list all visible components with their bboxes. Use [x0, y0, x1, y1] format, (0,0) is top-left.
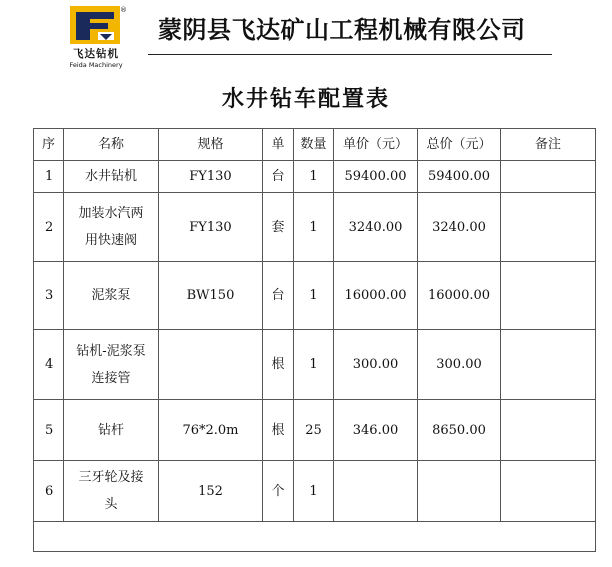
cell-unit: 根 — [263, 330, 294, 400]
cell-total: 16000.00 — [418, 262, 501, 330]
cell-qty: 1 — [294, 461, 334, 522]
table-row — [34, 461, 596, 522]
name-line: 头 — [104, 497, 118, 512]
header-total: 总价（元） — [418, 129, 501, 161]
cell-spec: FY130 — [159, 193, 263, 262]
header-spec: 规格 — [159, 129, 263, 161]
header-divider — [148, 54, 552, 55]
cell-note — [501, 330, 596, 400]
cell-spec: FY130 — [159, 161, 263, 193]
cell-spec: BW150 — [159, 262, 263, 330]
cell-spec — [159, 330, 263, 400]
table-row — [34, 161, 596, 193]
table-header-row — [34, 129, 596, 161]
document-title: 水井钻车配置表 — [221, 86, 390, 112]
cell-unit: 台 — [263, 161, 294, 193]
header-unit: 单 — [263, 129, 294, 161]
cell-total — [418, 461, 501, 522]
feida-logo-icon — [70, 6, 120, 44]
cell-unit-price: 59400.00 — [334, 161, 418, 193]
table-row — [34, 193, 596, 262]
cell-seq: 1 — [34, 161, 64, 193]
configuration-table — [33, 128, 596, 552]
header-seq: 序 — [34, 129, 64, 161]
cell-note — [501, 193, 596, 262]
cell-total: 300.00 — [418, 330, 501, 400]
cell-note — [501, 262, 596, 330]
registered-trademark-mark: ® — [120, 6, 127, 14]
cell-note — [501, 461, 596, 522]
cell-qty: 1 — [294, 193, 334, 262]
cell-spec: 152 — [159, 461, 263, 522]
cell-unit-price: 300.00 — [334, 330, 418, 400]
cell-unit-price: 3240.00 — [334, 193, 418, 262]
logo-text-english: Feida Machinery — [69, 61, 123, 69]
cell-unit: 套 — [263, 193, 294, 262]
cell-unit-price: 346.00 — [334, 400, 418, 461]
name-line: 三牙轮及接 — [78, 470, 144, 485]
cell-seq: 2 — [34, 193, 64, 262]
cell-qty: 1 — [294, 262, 334, 330]
cell-unit: 根 — [263, 400, 294, 461]
cell-note — [501, 400, 596, 461]
empty-cell — [34, 522, 596, 552]
name-line: 连接管 — [91, 370, 131, 386]
name-line: 用快速阀 — [84, 233, 137, 248]
cell-name — [64, 330, 159, 400]
cell-unit-price: 16000.00 — [334, 262, 418, 330]
cell-seq: 5 — [34, 400, 64, 461]
header-unit-price: 单价（元） — [334, 129, 418, 161]
table-row — [34, 330, 596, 400]
cell-total: 3240.00 — [418, 193, 501, 262]
cell-name — [64, 461, 159, 522]
header-name: 名称 — [64, 129, 159, 161]
company-name: 蒙阴县飞达矿山工程机械有限公司 — [158, 15, 526, 44]
cell-unit: 台 — [263, 262, 294, 330]
cell-seq: 3 — [34, 262, 64, 330]
cell-qty: 25 — [294, 400, 334, 461]
cell-seq: 4 — [34, 330, 64, 400]
name-line: 加装水汽两 — [78, 206, 144, 221]
cell-qty: 1 — [294, 330, 334, 400]
cell-qty: 1 — [294, 161, 334, 193]
company-logo — [64, 6, 128, 68]
table-row — [34, 400, 596, 461]
cell-note — [501, 161, 596, 193]
cell-name: 水井钻机 — [64, 161, 159, 193]
header-qty: 数量 — [294, 129, 334, 161]
cell-name: 钻杆 — [64, 400, 159, 461]
cell-name: 泥浆泵 — [64, 262, 159, 330]
cell-total: 8650.00 — [418, 400, 501, 461]
cell-name — [64, 193, 159, 262]
logo-text-chinese: 飞达钻机 — [73, 48, 119, 60]
cell-seq: 6 — [34, 461, 64, 522]
table-row-empty — [34, 522, 596, 552]
cell-unit-price — [334, 461, 418, 522]
cell-spec: 76*2.0m — [159, 400, 263, 461]
name-line: 钻机-泥浆泵 — [76, 343, 146, 359]
cell-total: 59400.00 — [418, 161, 501, 193]
cell-unit: 个 — [263, 461, 294, 522]
header-note: 备注 — [501, 129, 596, 161]
table-row — [34, 262, 596, 330]
